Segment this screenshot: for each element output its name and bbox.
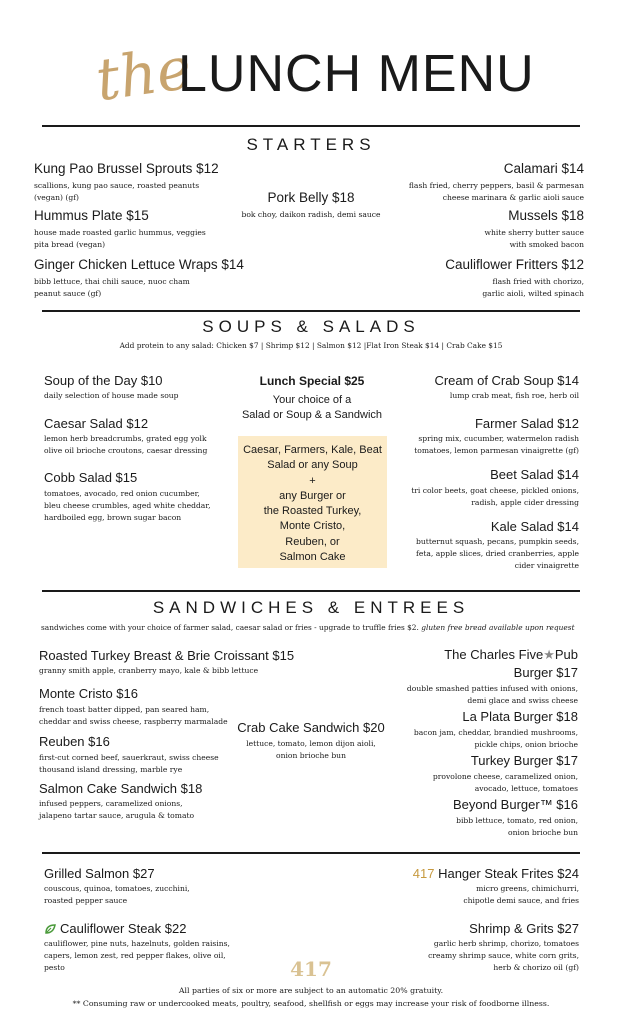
item-name: Reuben $16 (39, 734, 110, 749)
item-desc: flash fried with chorizo, garlic aioli, wilted spinach (482, 277, 584, 298)
item-name: La Plata Burger $18 (462, 709, 578, 724)
item-desc: couscous, quinoa, tomatoes, zucchini, roasted pepper sauce (44, 884, 190, 905)
item-name: Mussels $18 (508, 208, 584, 223)
item-name: Soup of the Day $10 (44, 373, 163, 388)
lunch-special-title: Lunch Special $25 (259, 374, 365, 388)
protein-note: Add protein to any salad: Chicken $7 | Shrimp $12 | Salmon $12 |Flat Iron Steak $14 | Crab Cake $15 (119, 341, 503, 350)
star-icon: ★ (543, 647, 555, 662)
item-name: Salmon Cake Sandwich $18 (39, 781, 203, 796)
divider (42, 852, 580, 854)
starters-heading: STARTERS (246, 135, 376, 154)
item-name: Pork Belly $18 (267, 190, 355, 205)
item-desc: granny smith apple, cranberry mayo, kale & bibb lettuce (39, 666, 259, 675)
item-desc: tomatoes, avocado, red onion cucumber, bleu cheese crumbles, aged white cheddar, hardboiled egg, brown sugar bacon (44, 489, 211, 522)
logo-417: 417 (290, 957, 332, 981)
item-desc: first-cut corned beef, sauerkraut, swiss cheese thousand island dressing, marble rye (39, 753, 219, 774)
item-name: Caesar Salad $12 (44, 416, 149, 431)
item-desc: lump crab meat, fish roe, herb oil (449, 391, 579, 400)
item-desc: daily selection of house made soup (44, 391, 179, 400)
item-name: Roasted Turkey Breast & Brie Croissant $15 (39, 648, 295, 663)
sandwich-note: sandwiches come with your choice of farmer salad, caesar salad or fries - upgrade to truffle fries $2. gluten free bread available upon request (41, 623, 575, 632)
page-title: LUNCH MENU (178, 45, 535, 103)
item-name: Cauliflower Steak $22 (60, 921, 187, 936)
item-name: Cobb Salad $15 (44, 470, 138, 485)
item-name: 417 Hanger Steak Frites $24 (412, 866, 579, 881)
gratuity-note: All parties of six or more are subject to an automatic 20% gratuity. (178, 986, 444, 995)
item-desc: infused peppers, caramelized onions, jalapeno tartar sauce, arugula & tomato (39, 799, 195, 820)
brand-417: 417 (412, 866, 435, 881)
sandwiches-heading: SANDWICHES & ENTREES (152, 598, 470, 617)
header-script: the (91, 33, 196, 115)
item-desc: bibb lettuce, thai chili sauce, nuoc cham peanut sauce (gf) (34, 277, 190, 298)
item-desc: cauliflower, pine nuts, hazelnuts, golden raisins, capers, lemon zest, red pepper flakes, olive oil, pesto (44, 939, 230, 972)
item-name: Cauliflower Fritters $12 (445, 257, 584, 272)
item-name: Hummus Plate $15 (34, 208, 149, 223)
item-name: The Charles Five★Pub (444, 647, 578, 662)
item-desc: scallions, kung pao sauce, roasted peanuts (vegan) (gf) (34, 181, 200, 202)
item-desc: lettuce, tomato, lemon dijon aioli, onion brioche bun (246, 739, 376, 760)
item-desc: tri color beets, goat cheese, pickled onions, radish, apple cider dressing (411, 486, 579, 507)
lunch-special-subtitle: Your choice of a Salad or Soup & a Sandwich (241, 394, 383, 421)
item-name: Beet Salad $14 (490, 467, 579, 482)
item-name: Burger $17 (513, 665, 578, 680)
item-name: Beyond Burger™ $16 (452, 797, 578, 812)
item-name: Ginger Chicken Lettuce Wraps $14 (34, 257, 244, 272)
item-name: Cream of Crab Soup $14 (434, 373, 579, 388)
item-desc: spring mix, cucumber, watermelon radish tomatoes, lemon parmesan vinaigrette (gf) (414, 434, 579, 455)
item-desc: lemon herb breadcrumbs, grated egg yolk olive oil brioche croutons, caesar dressing (44, 434, 208, 455)
divider (42, 125, 580, 127)
item-name: Farmer Salad $12 (474, 416, 579, 431)
item-desc: bibb lettuce, tomato, red onion, onion brioche bun (456, 816, 578, 837)
item-name: Grilled Salmon $27 (44, 866, 155, 881)
item-desc: double smashed patties infused with onions, demi glace and swiss cheese (406, 684, 578, 705)
item-name: Calamari $14 (503, 161, 584, 176)
item-desc: flash fried, cherry peppers, basil & parmesan cheese marinara & garlic aioli sauce (408, 181, 584, 202)
item-desc: house made roasted garlic hummus, veggies pita bread (vegan) (34, 228, 206, 249)
item-desc: butternut squash, pecans, pumpkin seeds, feta, apple slices, dried cranberries, apple cider vinaigrette (416, 537, 579, 570)
item-desc: micro greens, chimichurri, chipotle demi sauce, and fries (463, 884, 579, 905)
item-desc: provolone cheese, caramelized onion, avocado, lettuce, tomatoes (432, 772, 578, 793)
item-name: Crab Cake Sandwich $20 (237, 720, 385, 735)
health-warning: ** Consuming raw or undercooked meats, poultry, seafood, shellfish or eggs may increase your risk of foodborne illness. (72, 999, 550, 1008)
item-desc: white sherry butter sauce with smoked bacon (484, 228, 584, 249)
item-desc: french toast batter dipped, pan seared ham, cheddar and swiss cheese, raspberry marmalade (39, 705, 228, 726)
divider (42, 590, 580, 592)
item-name: Kung Pao Brussel Sprouts $12 (34, 161, 219, 176)
item-desc: garlic herb shrimp, chorizo, tomatoes creamy shrimp sauce, white corn grits, herb & chorizo oil (gf) (428, 939, 579, 972)
divider (42, 310, 580, 312)
item-name: Turkey Burger $17 (470, 753, 578, 768)
item-name: Kale Salad $14 (490, 519, 579, 534)
item-name: Shrimp & Grits $27 (469, 921, 579, 936)
item-desc: bacon jam, cheddar, brandied mushrooms, pickle chips, onion brioche (413, 728, 578, 749)
item-name: Monte Cristo $16 (39, 686, 138, 701)
item-desc: bok choy, daikon radish, demi sauce (241, 210, 381, 219)
soups-heading: SOUPS & SALADS (202, 317, 420, 336)
lunch-special-options: Caesar, Farmers, Kale, Beat Salad or any Soup + any Burger or the Roasted Turkey, Monte Cristo, Reuben, or Salmon Cake (243, 444, 382, 564)
